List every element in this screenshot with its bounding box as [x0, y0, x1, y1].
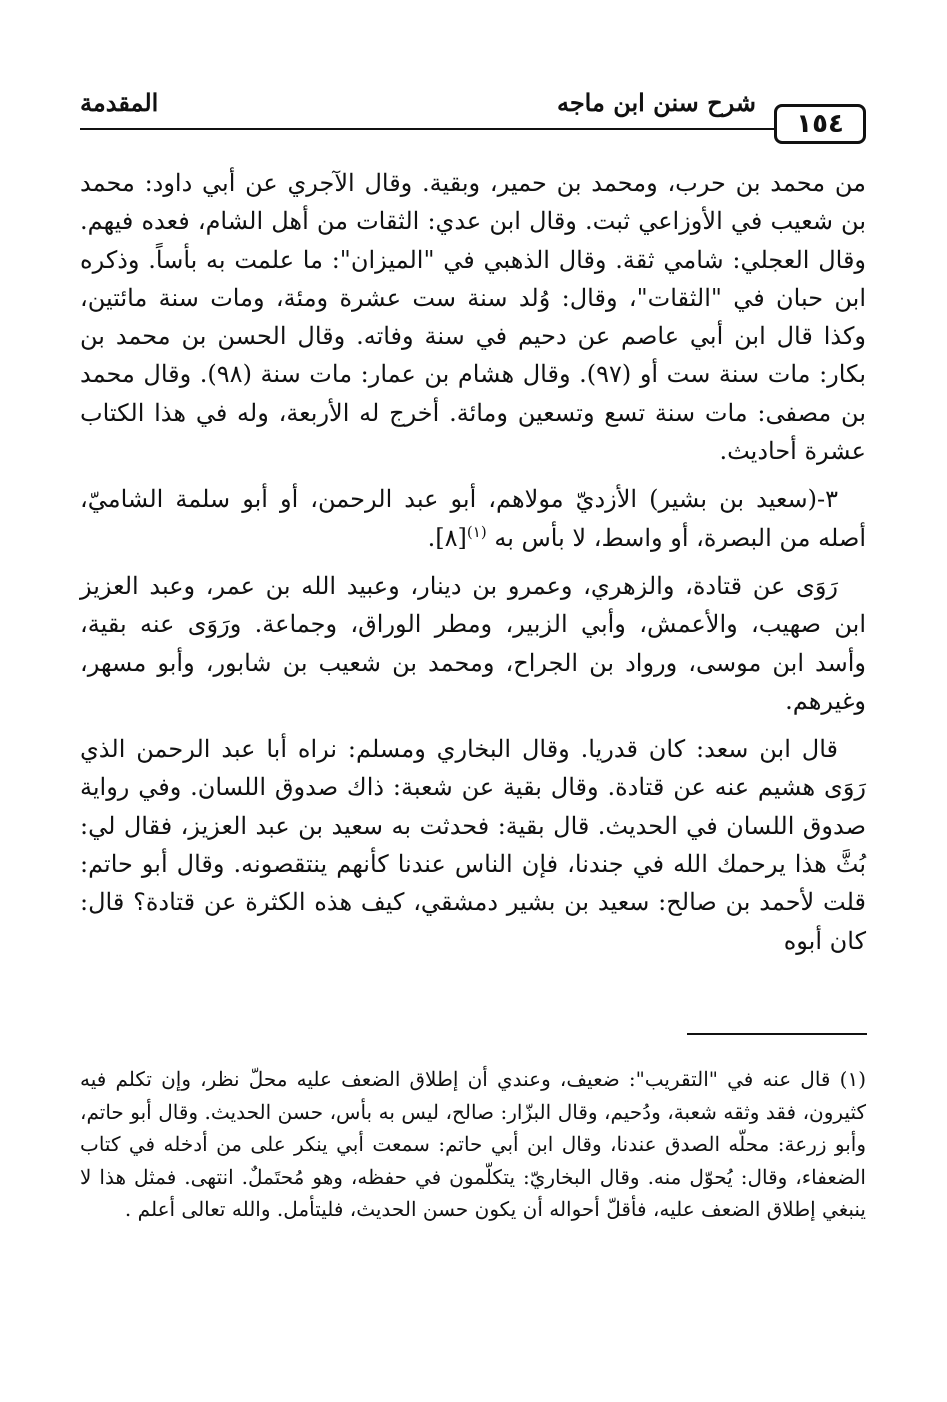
footnote-separator — [687, 1033, 867, 1035]
paragraph-4: قال ابن سعد: كان قدريا. وقال البخاري ومسلم: نراه أبا عبد الرحمن الذي رَوَى هشيم عنه عن قتادة. وقال بقية عن شعبة: ذاك صدوق اللسان. وفي رواية صدوق اللسان في الحديث. قال بقية: فحدثت به سعيد بن عبد العزيز، فقال لي: بُثَّ هذا يرحمك الله في جندنا، فإن الناس عندنا كأنهم ينتقصونه. وقال أبو حاتم: قلت لأحمد بن صالح: سعيد بن بشير دمشقي، كيف هذه الكثرة عن قتادة؟ قال: كان أبوه — [80, 735, 866, 955]
footnotes — [80, 1063, 866, 1226]
main-text — [80, 164, 866, 970]
paragraph-2-text: ٣-(سعيد بن بشير) الأزديّ مولاهم، أبو عبد الرحمن، أو أبو سلمة الشاميّ، أصله من البصرة، أو واسط، لا بأس به — [80, 485, 866, 552]
paragraph-3: رَوَى عن قتادة، والزهري، وعمرو بن دينار، وعبيد الله بن عمر، وعبد العزيز ابن صهيب، والأعمش، وأبي الزبير، ومطر الوراق، وجماعة. ورَوَى عنه بقية، وأسد ابن موسى، ورواد بن الجراح، ومحمد بن شعيب بن شابور، وأبو مسهر، وغيرهم. — [80, 571, 866, 715]
paragraph-2-end: [٨]. — [427, 523, 467, 552]
paragraph-1: من محمد بن حرب، ومحمد بن حمير، وبقية. وقال الآجري عن أبي داود: محمد بن شعيب في الأوزاعي ثبت. وقال ابن عدي: الثقات من أهل الشام، فعده فيهم. وقال العجلي: شامي ثقة. وقال الذهبي في "الميزان": ما علمت به بأساً. وذكره ابن حبان في "الثقات"، وقال: وُلد سنة ست عشرة ومئة، ومات سنة مائتين، وكذا قال ابن أبي عاصم عن دحيم في سنة وفاته. وقال الحسن بن محمد بن بكار: مات سنة ست أو (٩٧). وقال هشام بن عمار: مات سنة (٩٨). وقال محمد بن مصفى: مات سنة تسع وتسعين ومائة. أخرج له الأربعة، وله في هذا الكتاب عشرة أحاديث. — [80, 169, 866, 466]
footnote-1: (١) قال عنه في "التقريب": ضعيف، وعندي أن إطلاق الضعف عليه محلّ نظر، وإن تكلم فيه كثيرون، فقد وثقه شعبة، ودُحيم، وقال البزّار: صالح، ليس به بأس، حسن الحديث. وقال أبو حاتم، وأبو زرعة: محلّه الصدق عندنا، وقال ابن أبي حاتم: سمعت أبي ينكر على من أدخله في كتاب الضعفاء، وقال: يُحوّل منه. وقال البخاريّ: يتكلّمون في حفظه، وهو مُحتَملٌ. انتهى. فمثل هذا لا ينبغي إطلاق الضعف عليه، فأقلّ أحواله أن يكون حسن الحديث، فليتأمل. والله تعالى أعلم . — [80, 1067, 866, 1222]
header-rule — [80, 128, 774, 130]
paragraph-2 — [80, 480, 866, 557]
section-title: المقدمة — [80, 88, 159, 117]
page-number — [774, 104, 866, 144]
page-header — [80, 88, 866, 148]
book-title: شرح سنن ابن ماجه — [556, 88, 756, 117]
footnote-reference[interactable]: (١) — [466, 522, 487, 541]
page-number-text: ١٥٤ — [796, 109, 844, 139]
